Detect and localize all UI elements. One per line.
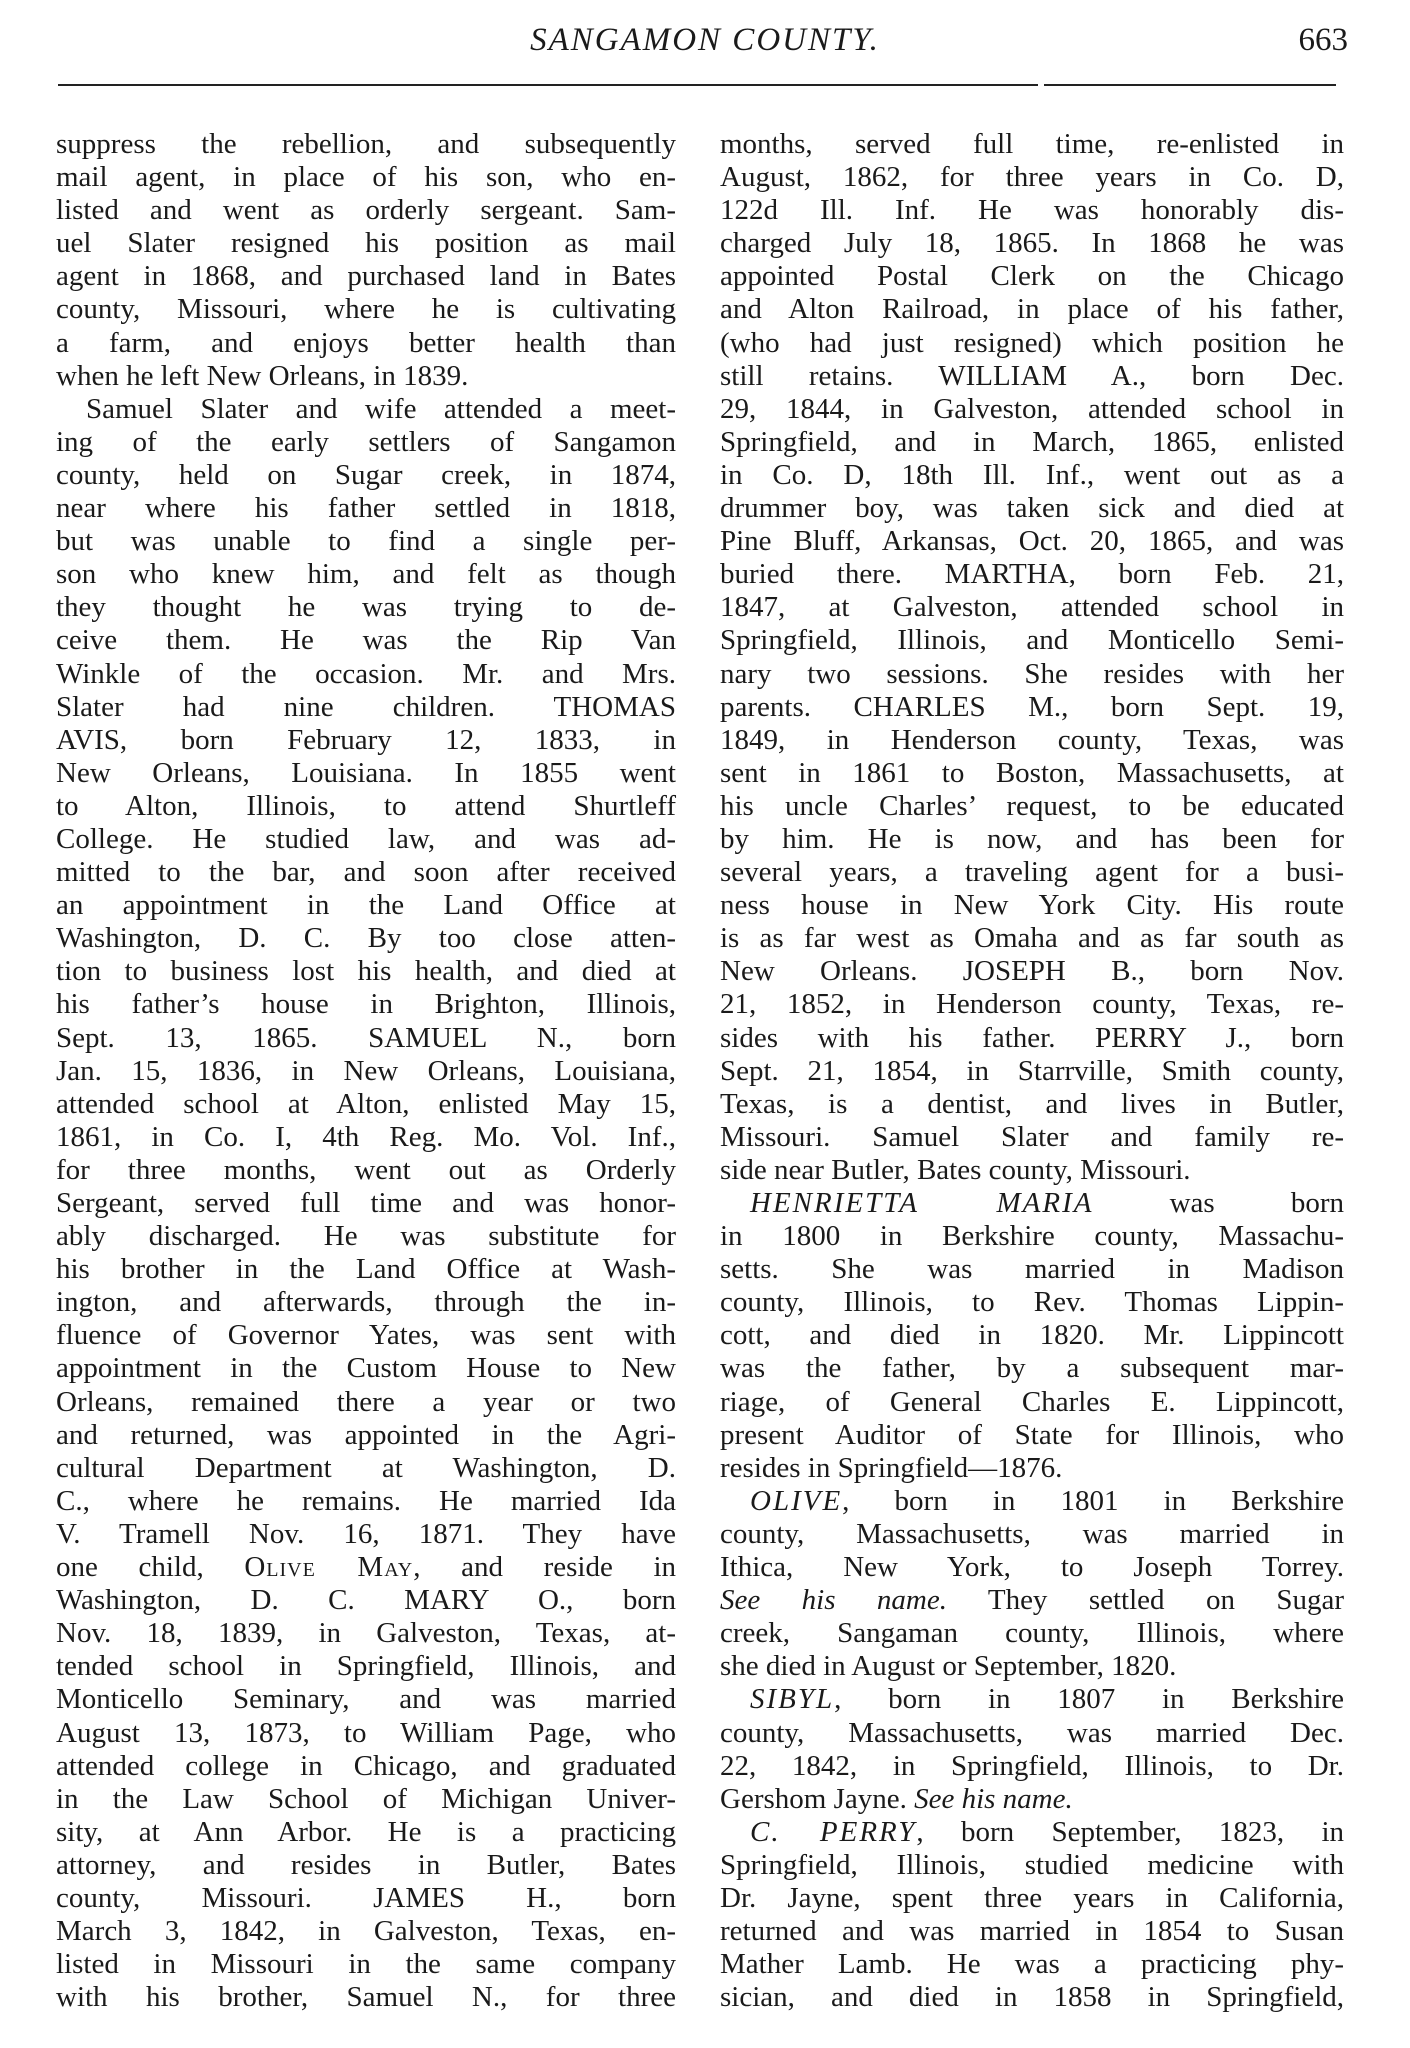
text-line: creek, Sangaman county, Illinois, where [720, 1617, 1344, 1650]
text-line: attorney, and resides in Butler, Bates [56, 1848, 676, 1881]
text-line: with his brother, Samuel N., for three [56, 1981, 676, 2014]
entry-name: C. PERRY [750, 1815, 917, 1848]
text-line: attended college in Chicago, and graduated [56, 1749, 676, 1782]
text-line: listed in Missouri in the same company [56, 1948, 676, 1981]
text-line: New Orleans, Louisiana. In 1855 went [56, 756, 676, 789]
text-run: one child, [56, 1551, 245, 1584]
text-line: attended school at Alton, enlisted May 15, [56, 1087, 676, 1120]
text-line: in the Law School of Michigan Univer- [56, 1782, 676, 1815]
text-line: Mather Lamb. He was a practicing phy- [720, 1948, 1344, 1981]
text-line: his father’s house in Brighton, Illinois, [56, 988, 676, 1021]
text-run: , born in 1801 in Berkshire [842, 1484, 1344, 1517]
text-line: mail agent, in place of his son, who en- [56, 161, 676, 194]
page-header [0, 22, 1410, 72]
running-title: SANGAMON COUNTY. [530, 22, 880, 58]
text-line: his uncle Charles’ request, to be educated [720, 789, 1344, 822]
text-line: a farm, and enjoys better health than [56, 326, 676, 359]
text-line: for three months, went out as Orderly [56, 1153, 676, 1186]
text-line: Washington, D. C. By too close atten- [56, 922, 676, 955]
text-line: county, Missouri. JAMES H., born [56, 1881, 676, 1914]
text-line: mitted to the bar, and soon after received [56, 856, 676, 889]
text-line: buried there. MARTHA, born Feb. 21, [720, 558, 1344, 591]
text-line: present Auditor of State for Illinois, who [720, 1418, 1344, 1451]
text-line: drummer boy, was taken sick and died at [720, 492, 1344, 525]
text-line: cultural Department at Washington, D. [56, 1451, 676, 1484]
cross-reference: See his name. [720, 1584, 947, 1617]
page-number: 663 [1298, 22, 1348, 58]
text-line: Pine Bluff, Arkansas, Oct. 20, 1865, and was [720, 525, 1344, 558]
text-line: C., where he remains. He married Ida [56, 1484, 676, 1517]
text-run: They settled on Sugar [946, 1584, 1345, 1617]
text-run: Gershom Jayne. [720, 1782, 915, 1815]
text-run: , born September, 1823, in [916, 1815, 1344, 1848]
text-line: Springfield, Illinois, and Monticello Semi- [720, 624, 1344, 657]
text-line: sity, at Ann Arbor. He is a practicing [56, 1815, 676, 1848]
text-line: nary two sessions. She resides with her [720, 657, 1344, 690]
text-line [720, 1187, 1344, 1220]
child-name: Olive May [244, 1551, 414, 1584]
text-line: August 13, 1873, to William Page, who [56, 1716, 676, 1749]
text-line: county, Massachusetts, was married Dec. [720, 1716, 1344, 1749]
text-line: county, held on Sugar creek, in 1874, [56, 458, 676, 491]
text-line: Samuel Slater and wife attended a meet- [86, 392, 676, 425]
text-line: 21, 1852, in Henderson county, Texas, re- [720, 988, 1344, 1021]
text-line: Springfield, Illinois, studied medicine with [720, 1848, 1344, 1881]
text-line: agent in 1868, and purchased land in Bates [56, 260, 676, 293]
text-line: ably discharged. He was substitute for [56, 1220, 676, 1253]
text-line: an appointment in the Land Office at [56, 889, 676, 922]
text-line: she died in August or September, 1820. [720, 1650, 1177, 1683]
text-line: they thought he was trying to de- [56, 591, 676, 624]
text-line: to Alton, Illinois, to attend Shurtleff [56, 789, 676, 822]
text-line: cott, and died in 1820. Mr. Lippincott [720, 1319, 1344, 1352]
text-line: county, Illinois, to Rev. Thomas Lippin- [720, 1286, 1344, 1319]
text-line [720, 1683, 1344, 1716]
text-line: uel Slater resigned his position as mail [56, 227, 676, 260]
text-line: Sept. 21, 1854, in Starrville, Smith county, [720, 1054, 1344, 1087]
text-line: Sergeant, served full time and was honor- [56, 1187, 676, 1219]
text-line: was the father, by a subsequent mar- [720, 1352, 1344, 1385]
text-line: tion to business lost his health, and died at [56, 955, 676, 988]
text-line: near where his father settled in 1818, [56, 492, 676, 525]
text-line: county, Massachusetts, was married in [720, 1517, 1344, 1550]
text-line: V. Tramell Nov. 16, 1871. They have [56, 1517, 676, 1550]
text-line: Sept. 13, 1865. SAMUEL N., born [56, 1021, 676, 1054]
text-line: appointed Postal Clerk on the Chicago [720, 260, 1344, 293]
header-rule [58, 84, 1038, 86]
text-line: Missouri. Samuel Slater and family re- [720, 1120, 1344, 1153]
text-line: in 1800 in Berkshire county, Massachu- [720, 1220, 1344, 1253]
text-line [56, 1551, 676, 1584]
text-line: ing of the early settlers of Sangamon [56, 425, 676, 458]
text-line [720, 1584, 1344, 1617]
text-line: ness house in New York City. His route [720, 889, 1344, 922]
text-line: Ithica, New York, to Joseph Torrey. [720, 1551, 1344, 1584]
text-line: son who knew him, and felt as though [56, 558, 676, 591]
text-line: is as far west as Omaha and as far south as [720, 922, 1344, 955]
text-line: and returned, was appointed in the Agri- [56, 1418, 676, 1451]
text-line: several years, a traveling agent for a busi- [720, 856, 1344, 889]
text-line: his brother in the Land Office at Wash- [56, 1253, 676, 1286]
text-line: Monticello Seminary, and was married [56, 1683, 676, 1716]
text-line: sides with his father. PERRY J., born [720, 1021, 1344, 1054]
text-line: 1861, in Co. I, 4th Reg. Mo. Vol. Inf., [56, 1120, 676, 1153]
text-line: ceive them. He was the Rip Van [56, 624, 676, 657]
text-line: sician, and died in 1858 in Springfield, [720, 1981, 1344, 2014]
entry-name: SIBYL [750, 1683, 835, 1716]
text-line: Jan. 15, 1836, in New Orleans, Louisiana, [56, 1054, 676, 1087]
text-line: March 3, 1842, in Galveston, Texas, en- [56, 1915, 676, 1948]
text-line [720, 1783, 1344, 1816]
header-rule [1044, 84, 1336, 86]
text-line: when he left New Orleans, in 1839. [56, 359, 469, 392]
cross-reference: See his name. [914, 1782, 1073, 1815]
text-line: 1847, at Galveston, attended school in [720, 591, 1344, 624]
text-line: appointment in the Custom House to New [56, 1352, 676, 1385]
text-line: in Co. D, 18th Ill. Inf., went out as a [720, 458, 1344, 491]
text-line: 22, 1842, in Springfield, Illinois, to Dr. [720, 1749, 1344, 1782]
text-line: 1849, in Henderson county, Texas, was [720, 723, 1344, 756]
text-line: suppress the rebellion, and subsequently [56, 128, 676, 160]
text-line: Winkle of the occasion. Mr. and Mrs. [56, 657, 676, 690]
text-line: side near Butler, Bates county, Missouri. [720, 1153, 1191, 1186]
text-line: Texas, is a dentist, and lives in Butler, [720, 1087, 1344, 1120]
text-line: charged July 18, 1865. In 1868 he was [720, 227, 1344, 260]
entry-name: HENRIETTA MARIA [750, 1187, 1094, 1219]
text-line: fluence of Governor Yates, was sent with [56, 1319, 676, 1352]
text-line: ington, and afterwards, through the in- [56, 1286, 676, 1319]
text-line: months, served full time, re-enlisted in [720, 128, 1344, 160]
text-line: AVIS, born February 12, 1833, in [56, 723, 676, 756]
text-line: College. He studied law, and was ad- [56, 822, 676, 855]
text-line: parents. CHARLES M., born Sept. 19, [720, 690, 1344, 723]
text-line: county, Missouri, where he is cultivating [56, 293, 676, 326]
text-line: 29, 1844, in Galveston, attended school in [720, 392, 1344, 425]
entry-name: OLIVE [750, 1484, 843, 1517]
text-line: and Alton Railroad, in place of his father, [720, 293, 1344, 326]
text-run: , and reside in [413, 1551, 677, 1584]
text-line: still retains. WILLIAM A., born Dec. [720, 359, 1344, 392]
text-line: New Orleans. JOSEPH B., born Nov. [720, 955, 1344, 988]
text-line: riage, of General Charles E. Lippincott, [720, 1385, 1344, 1418]
text-run: , born in 1807 in Berkshire [834, 1683, 1344, 1716]
text-line [720, 1485, 1344, 1518]
text-line: Orleans, remained there a year or two [56, 1385, 676, 1418]
text-line: Dr. Jayne, spent three years in California, [720, 1881, 1344, 1914]
text-line: (who had just resigned) which position he [720, 326, 1344, 359]
text-line: 122d Ill. Inf. He was honorably dis- [720, 194, 1344, 227]
text-line: setts. She was married in Madison [720, 1253, 1344, 1286]
text-line: but was unable to find a single per- [56, 525, 676, 558]
text-line [720, 1816, 1344, 1849]
text-line: sent in 1861 to Boston, Massachusetts, at [720, 756, 1344, 789]
text-line: resides in Springfield—1876. [720, 1451, 1063, 1484]
text-run: was born [1093, 1187, 1344, 1219]
text-line: Slater had nine children. THOMAS [56, 690, 676, 723]
text-line: Washington, D. C. MARY O., born [56, 1584, 676, 1617]
text-line: Nov. 18, 1839, in Galveston, Texas, at- [56, 1617, 676, 1650]
text-line: listed and went as orderly sergeant. Sam- [56, 194, 676, 227]
right-column [720, 128, 1344, 2014]
text-line: returned and was married in 1854 to Susan [720, 1915, 1344, 1948]
text-line: by him. He is now, and has been for [720, 822, 1344, 855]
text-line: Springfield, and in March, 1865, enlisted [720, 425, 1344, 458]
text-line: tended school in Springfield, Illinois, and [56, 1650, 676, 1683]
left-column [56, 128, 676, 2014]
text-line: August, 1862, for three years in Co. D, [720, 161, 1344, 194]
